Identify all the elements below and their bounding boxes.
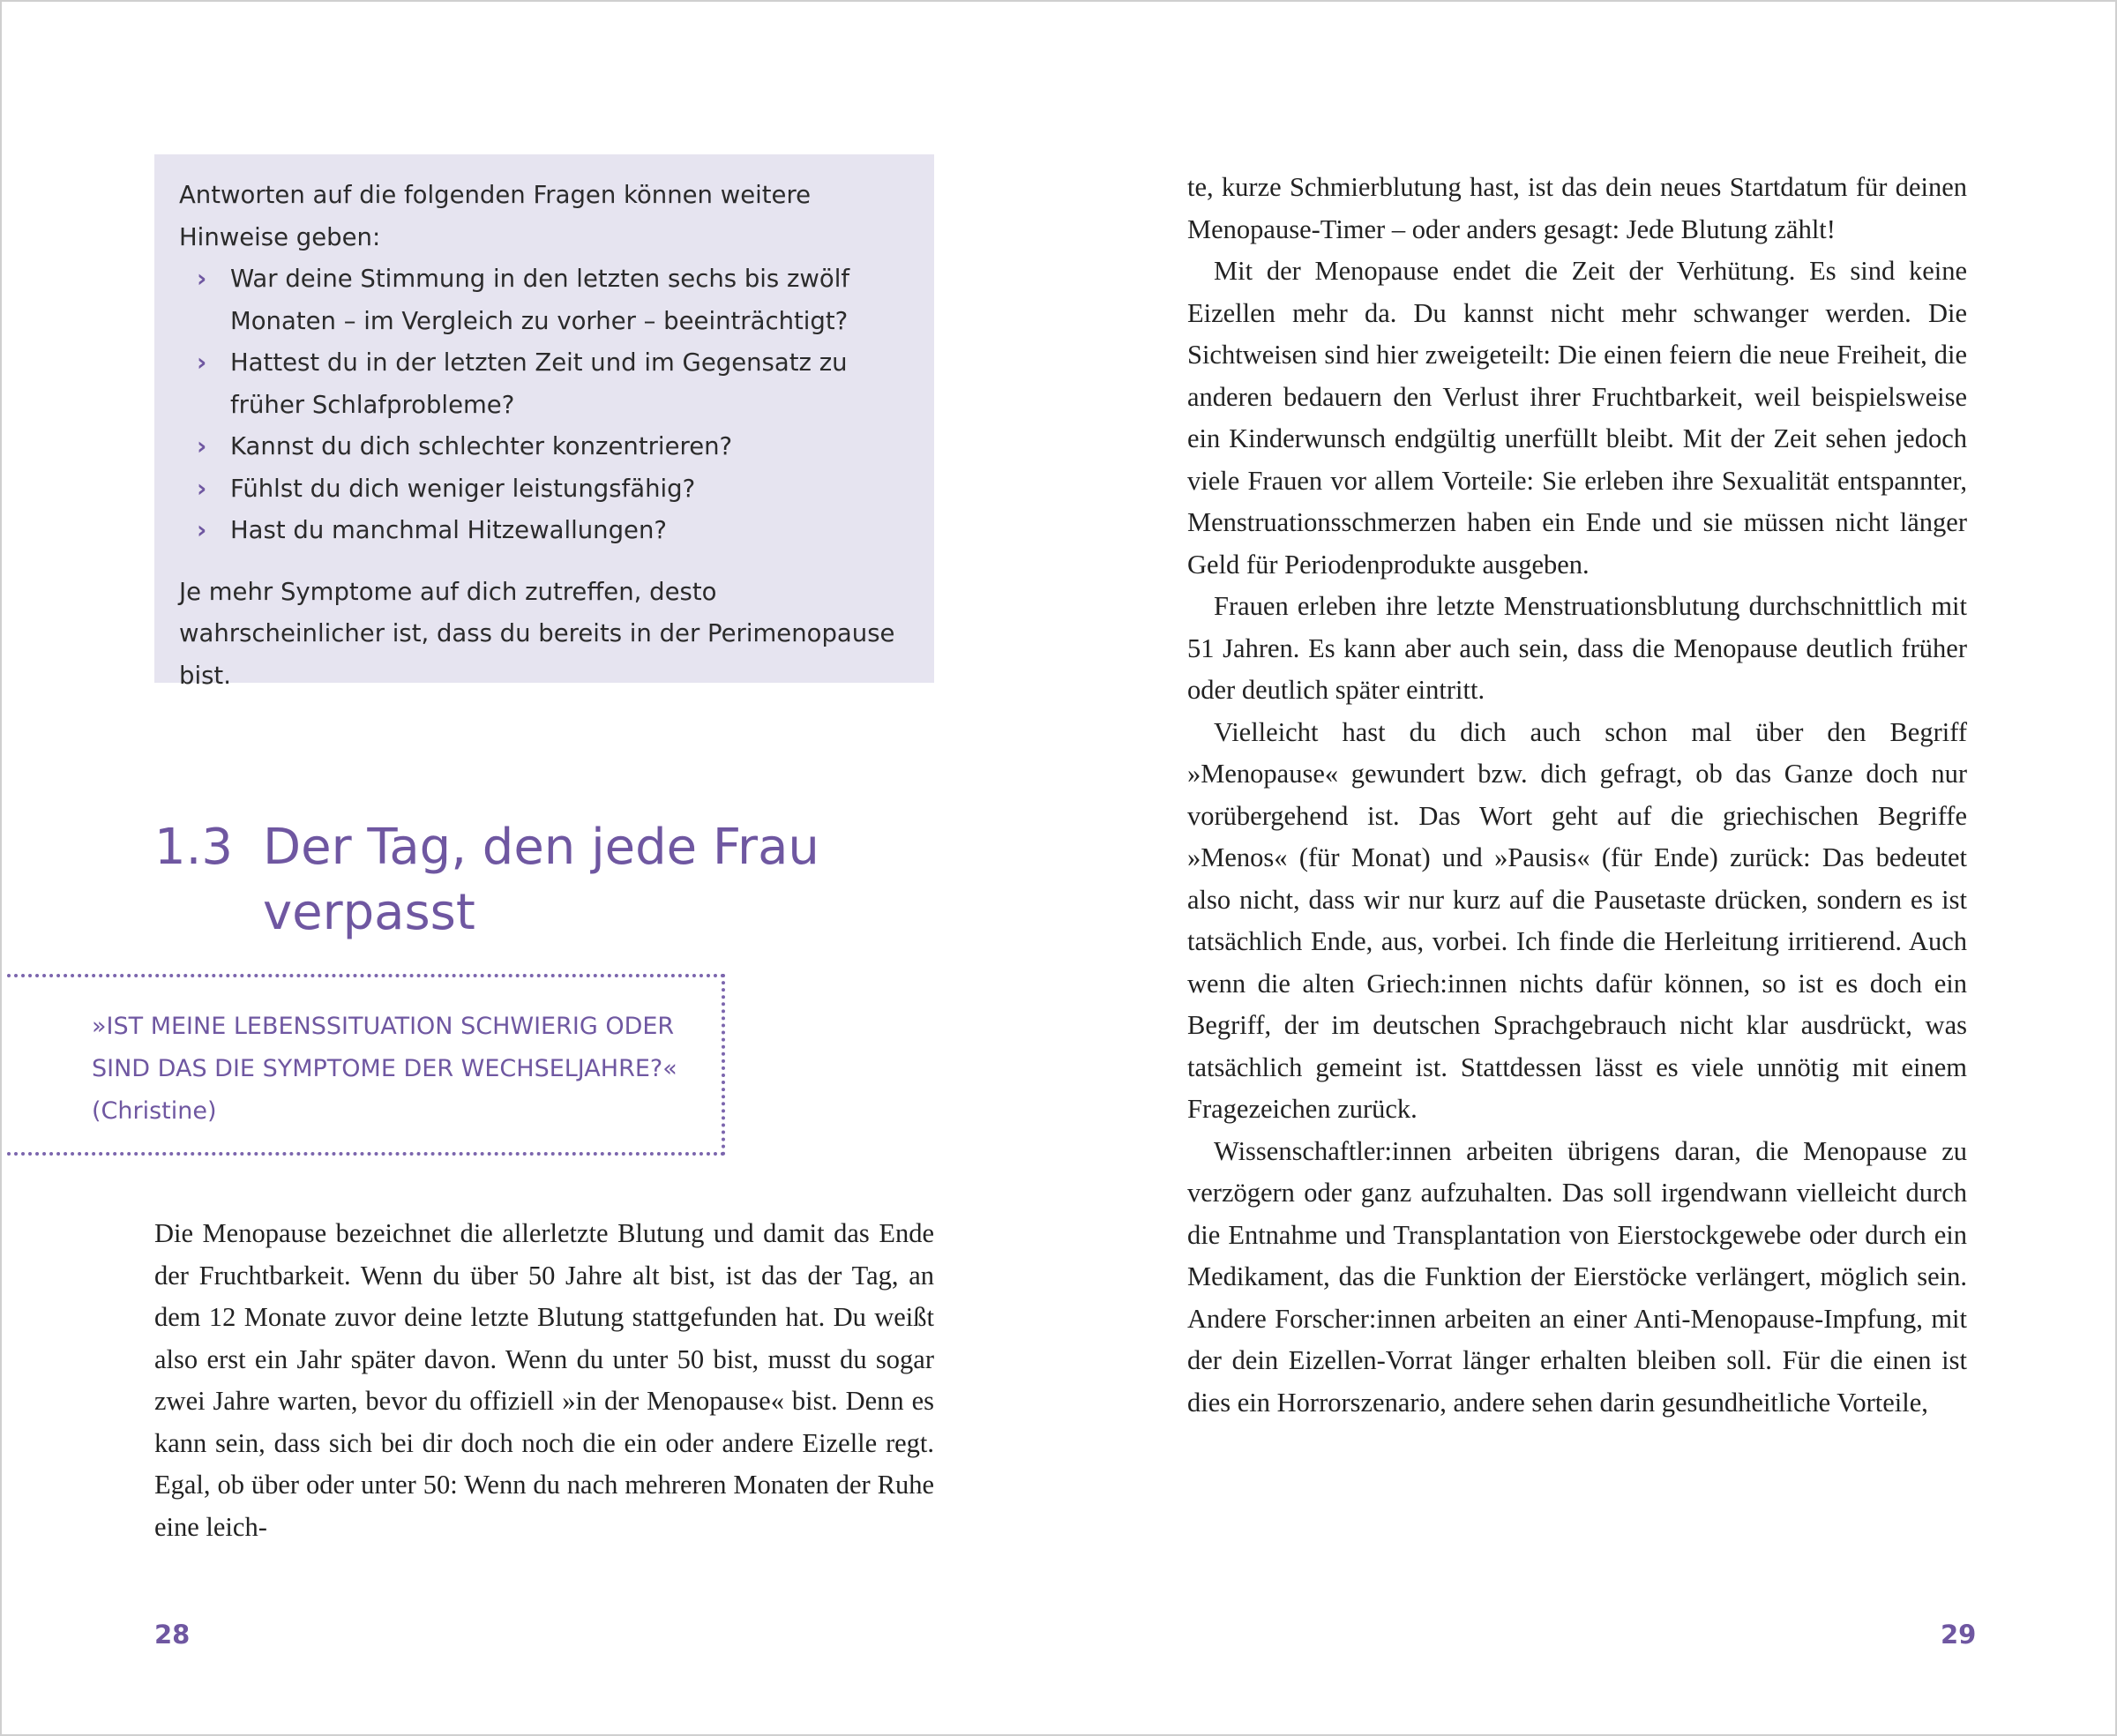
chevron-right-icon: › [197, 474, 207, 503]
paragraph: Frauen erleben ihre letzte Menstruationsblutung durchschnittlich mit 51 Jahren. Es kann aber auch sein, dass die Menopause deutlich früher oder deutlich später eintritt. [1187, 591, 1967, 705]
info-box-conclusion: Je mehr Symptome auf dich zutreffen, desto wahrscheinlicher ist, dass du bereits in der Perimenopause bist. [179, 577, 895, 690]
list-item [179, 258, 909, 342]
chevron-right-icon: › [197, 516, 207, 544]
list-item [179, 342, 909, 426]
list-item-text: Kannst du dich schlechter konzentrieren? [230, 432, 733, 460]
info-box [154, 154, 934, 690]
paragraph: te, kurze Schmierblutung hast, ist das dein neues Startdatum für deinen Menopause-Timer – oder anders gesagt: Jede Blutung zählt! [1187, 172, 1967, 244]
paragraph: Vielleicht hast du dich auch schon mal über den Begriff »Menopause« gewundert bzw. dich gefragt, ob das Ganze doch nur vorübergehend ist. Das Wort geht auf die griechischen Begriffe »Menos« (für Monat) und »Pausis« (für Ende) zurück: Das bedeutet also nicht, dass wir nur kurz auf die Pausetaste drücken, sondern es ist tatsächlich Ende, aus, vorbei. Ich finde die Herleitung irritierend. Auch wenn die alten Griech:innen nichts dafür können, so ist es doch ein Begriff, der im deutschen Sprachgebrauch nicht klar ausdrückt, was tatsächlich gemeint ist. Stattdessen lässt es viele unnötig mit einem Fragezeichen zurück. [1187, 716, 1967, 1124]
quote-author: (Christine) [92, 1097, 217, 1125]
paragraph: Wissenschaftler:innen arbeiten übrigens daran, die Menopause zu verzögern oder ganz aufzuhalten. Das soll irgendwann vielleicht durch die Entnahme und Transplantation von Eierstockgewebe oder durch ein Medikament, das die Funktion der Eierstöcke verlängert, möglich sein. Andere Forscher:innen arbeiten an einer Anti-Menopause-Impfung, mit der dein Eizellen-Vorrat länger erhalten bleiben soll. Für die einen ist dies ein Horrorszenario, andere sehen darin gesundheitliche Vorteile, [1187, 1135, 1967, 1418]
paragraph: Mit der Menopause endet die Zeit der Verhütung. Es sind keine Eizellen mehr da. Du kannst nicht mehr schwanger werden. Die Sichtweisen sind hier zweigeteilt: Die einen feiern die neue Freiheit, die anderen bedauern den Verlust ihrer Fruchtbarkeit, weil beispielsweise ein Kinderwunsch endgültig unerfüllt bleibt. Mit der Zeit sehen jedoch viele Frauen vor allem Vorteile: Sie erleben ihre Sexualität entspannter, Menstruationsschmerzen haben ein Ende und sie müssen nicht länger Geld für Periodenprodukte ausgeben. [1187, 256, 1967, 580]
chevron-right-icon: › [197, 348, 207, 377]
page-number-left: 28 [154, 1620, 191, 1650]
list-item [179, 426, 909, 468]
list-item-text: Hattest du in der letzten Zeit und im Gegensatz zu früher Schlafprobleme? [230, 348, 848, 419]
right-body-text [1187, 167, 1967, 1424]
section-number: 1.3 [154, 819, 234, 876]
list-item-text: Fühlst du dich weniger leistungsfähig? [230, 474, 696, 503]
section-title: Der Tag, den jede Frau verpasst [263, 819, 819, 941]
pull-quote-box [7, 974, 725, 1156]
left-body-text [154, 1213, 934, 1548]
paragraph: Die Menopause bezeichnet die allerletzte Blutung und damit das Ende der Fruchtbarkeit. Wenn du über 50 Jahre alt bist, ist das der Tag, an dem 12 Monate zuvor deine letzte Blutung stattgefunden hat. Du weißt also erst ein Jahr später davon. Wenn du unter 50 bist, musst du sogar zwei Jahre warten, bevor du offiziell »in der Menopause« bist. Denn es kann sein, dass sich bei dir doch noch die ein oder andere Eizelle regt. Egal, ob über oder unter 50: Wenn du nach mehreren Monaten der Ruhe eine leich- [154, 1218, 934, 1542]
list-item-text: Hast du manchmal Hitzewallungen? [230, 516, 667, 544]
quote-line: »IST MEINE LEBENSSITUATION SCHWIERIG ODER [92, 1013, 675, 1040]
list-item [179, 468, 909, 511]
symptom-question-list [179, 258, 909, 552]
right-page [1058, 2, 2115, 1734]
chevron-right-icon: › [197, 265, 207, 293]
info-box-intro: Antworten auf die folgenden Fragen können weitere Hinweise geben: [179, 181, 812, 251]
page-number-right: 29 [1941, 1620, 1977, 1650]
quote-line: SIND DAS DIE SYMPTOME DER WECHSELJAHRE?« [92, 1055, 677, 1082]
left-page [2, 2, 1058, 1734]
list-item [179, 510, 909, 552]
list-item-text: War deine Stimmung in den letzten sechs bis zwölf Monaten – im Vergleich zu vorher – beeinträchtigt? [230, 265, 850, 335]
chevron-right-icon: › [197, 432, 207, 460]
